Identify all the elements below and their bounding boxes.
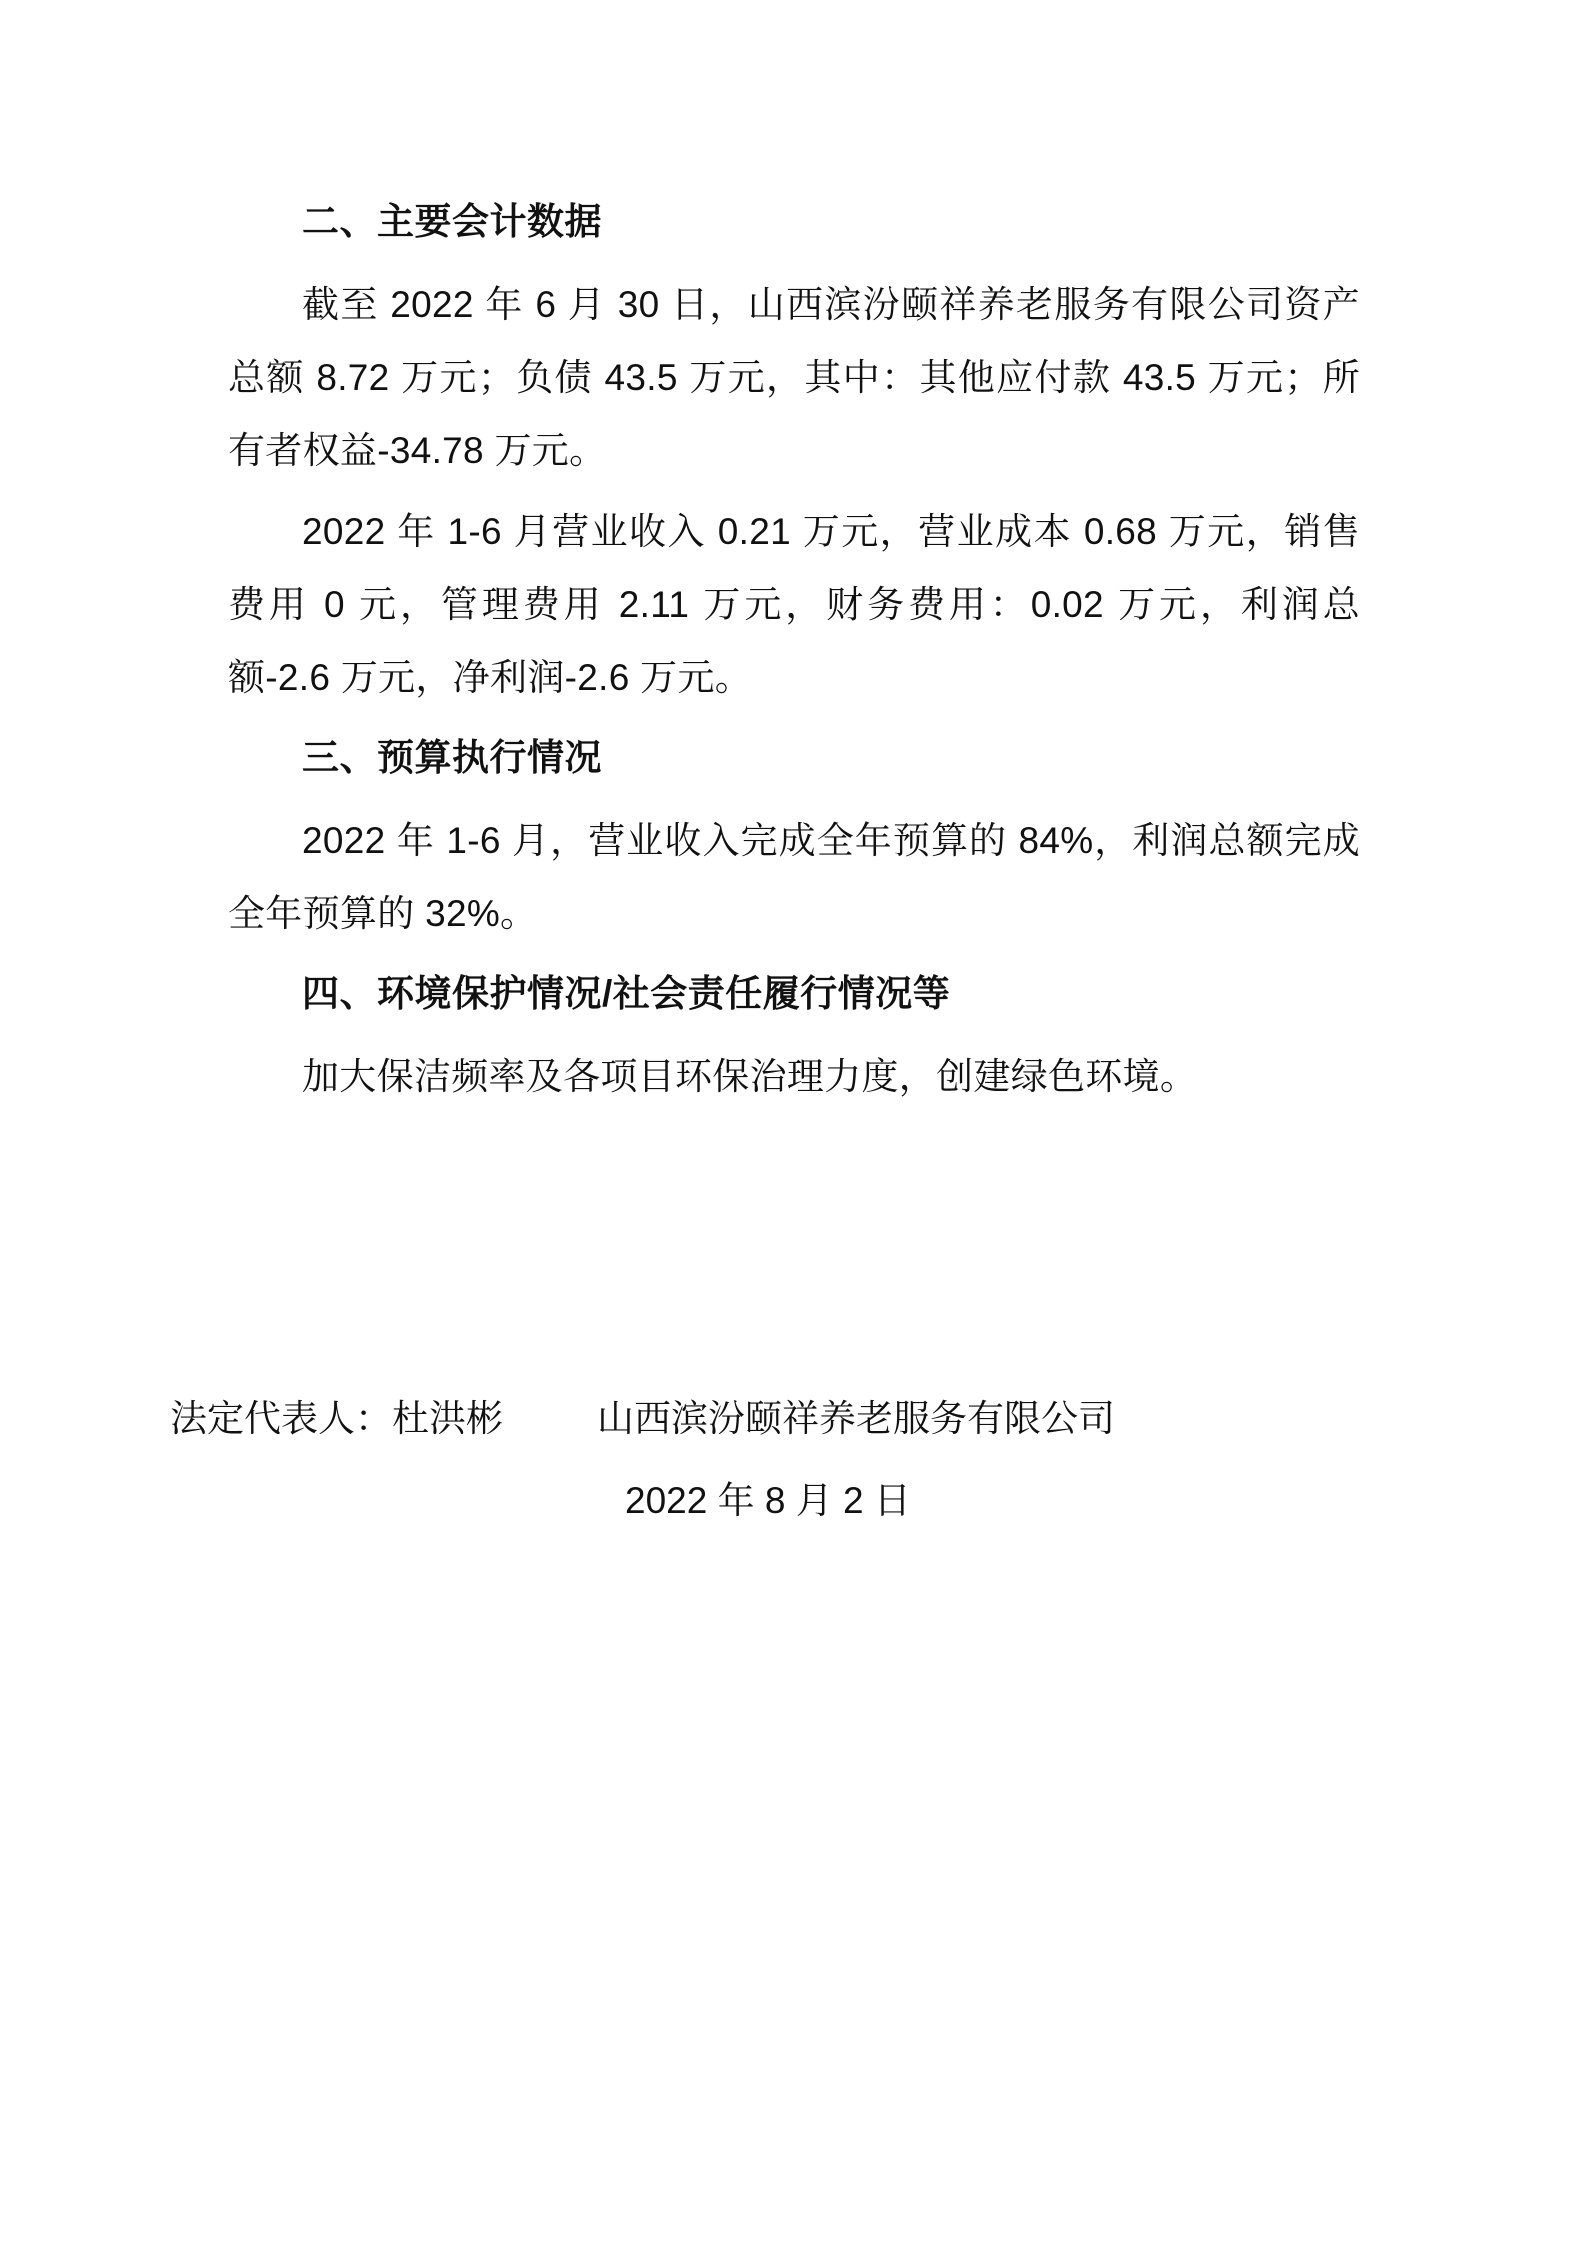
signature-block — [170, 1380, 1370, 1540]
section-heading-2: 二、主要会计数据 — [302, 201, 602, 242]
section-heading-3: 三、预算执行情况 — [302, 737, 602, 778]
section-3-paragraph-1: 2022 年 1-6 月，营业收入完成全年预算的 84%，利润总额完成全年预算的 32%。 — [228, 820, 1360, 934]
section-2-paragraph-1: 截至 2022 年 6 月 30 日，山西滨汾颐祥养老服务有限公司资产总额 8.72 万元；负债 43.5 万元，其中：其他应付款 43.5 万元；所有者权益-34.78 万元。 — [228, 284, 1360, 471]
document-body — [228, 186, 1360, 1113]
legal-representative: 法定代表人：杜洪彬 — [170, 1398, 503, 1439]
signature-row — [170, 1380, 1370, 1458]
section-4-paragraph-1: 加大保洁频率及各项目环保治理力度，创建绿色环境。 — [302, 1056, 1198, 1097]
signature-date: 2022 年 8 月 2 日 — [625, 1480, 911, 1521]
company-name: 山西滨汾颐祥养老服务有限公司 — [597, 1398, 1115, 1439]
section-heading-4: 四、环境保护情况/社会责任履行情况等 — [302, 973, 951, 1014]
section-2-paragraph-2: 2022 年 1-6 月营业收入 0.21 万元，营业成本 0.68 万元，销售费用 0 元，管理费用 2.11 万元，财务费用：0.02 万元，利润总额-2.6 万元，净利润-2.6 万元。 — [228, 511, 1360, 698]
